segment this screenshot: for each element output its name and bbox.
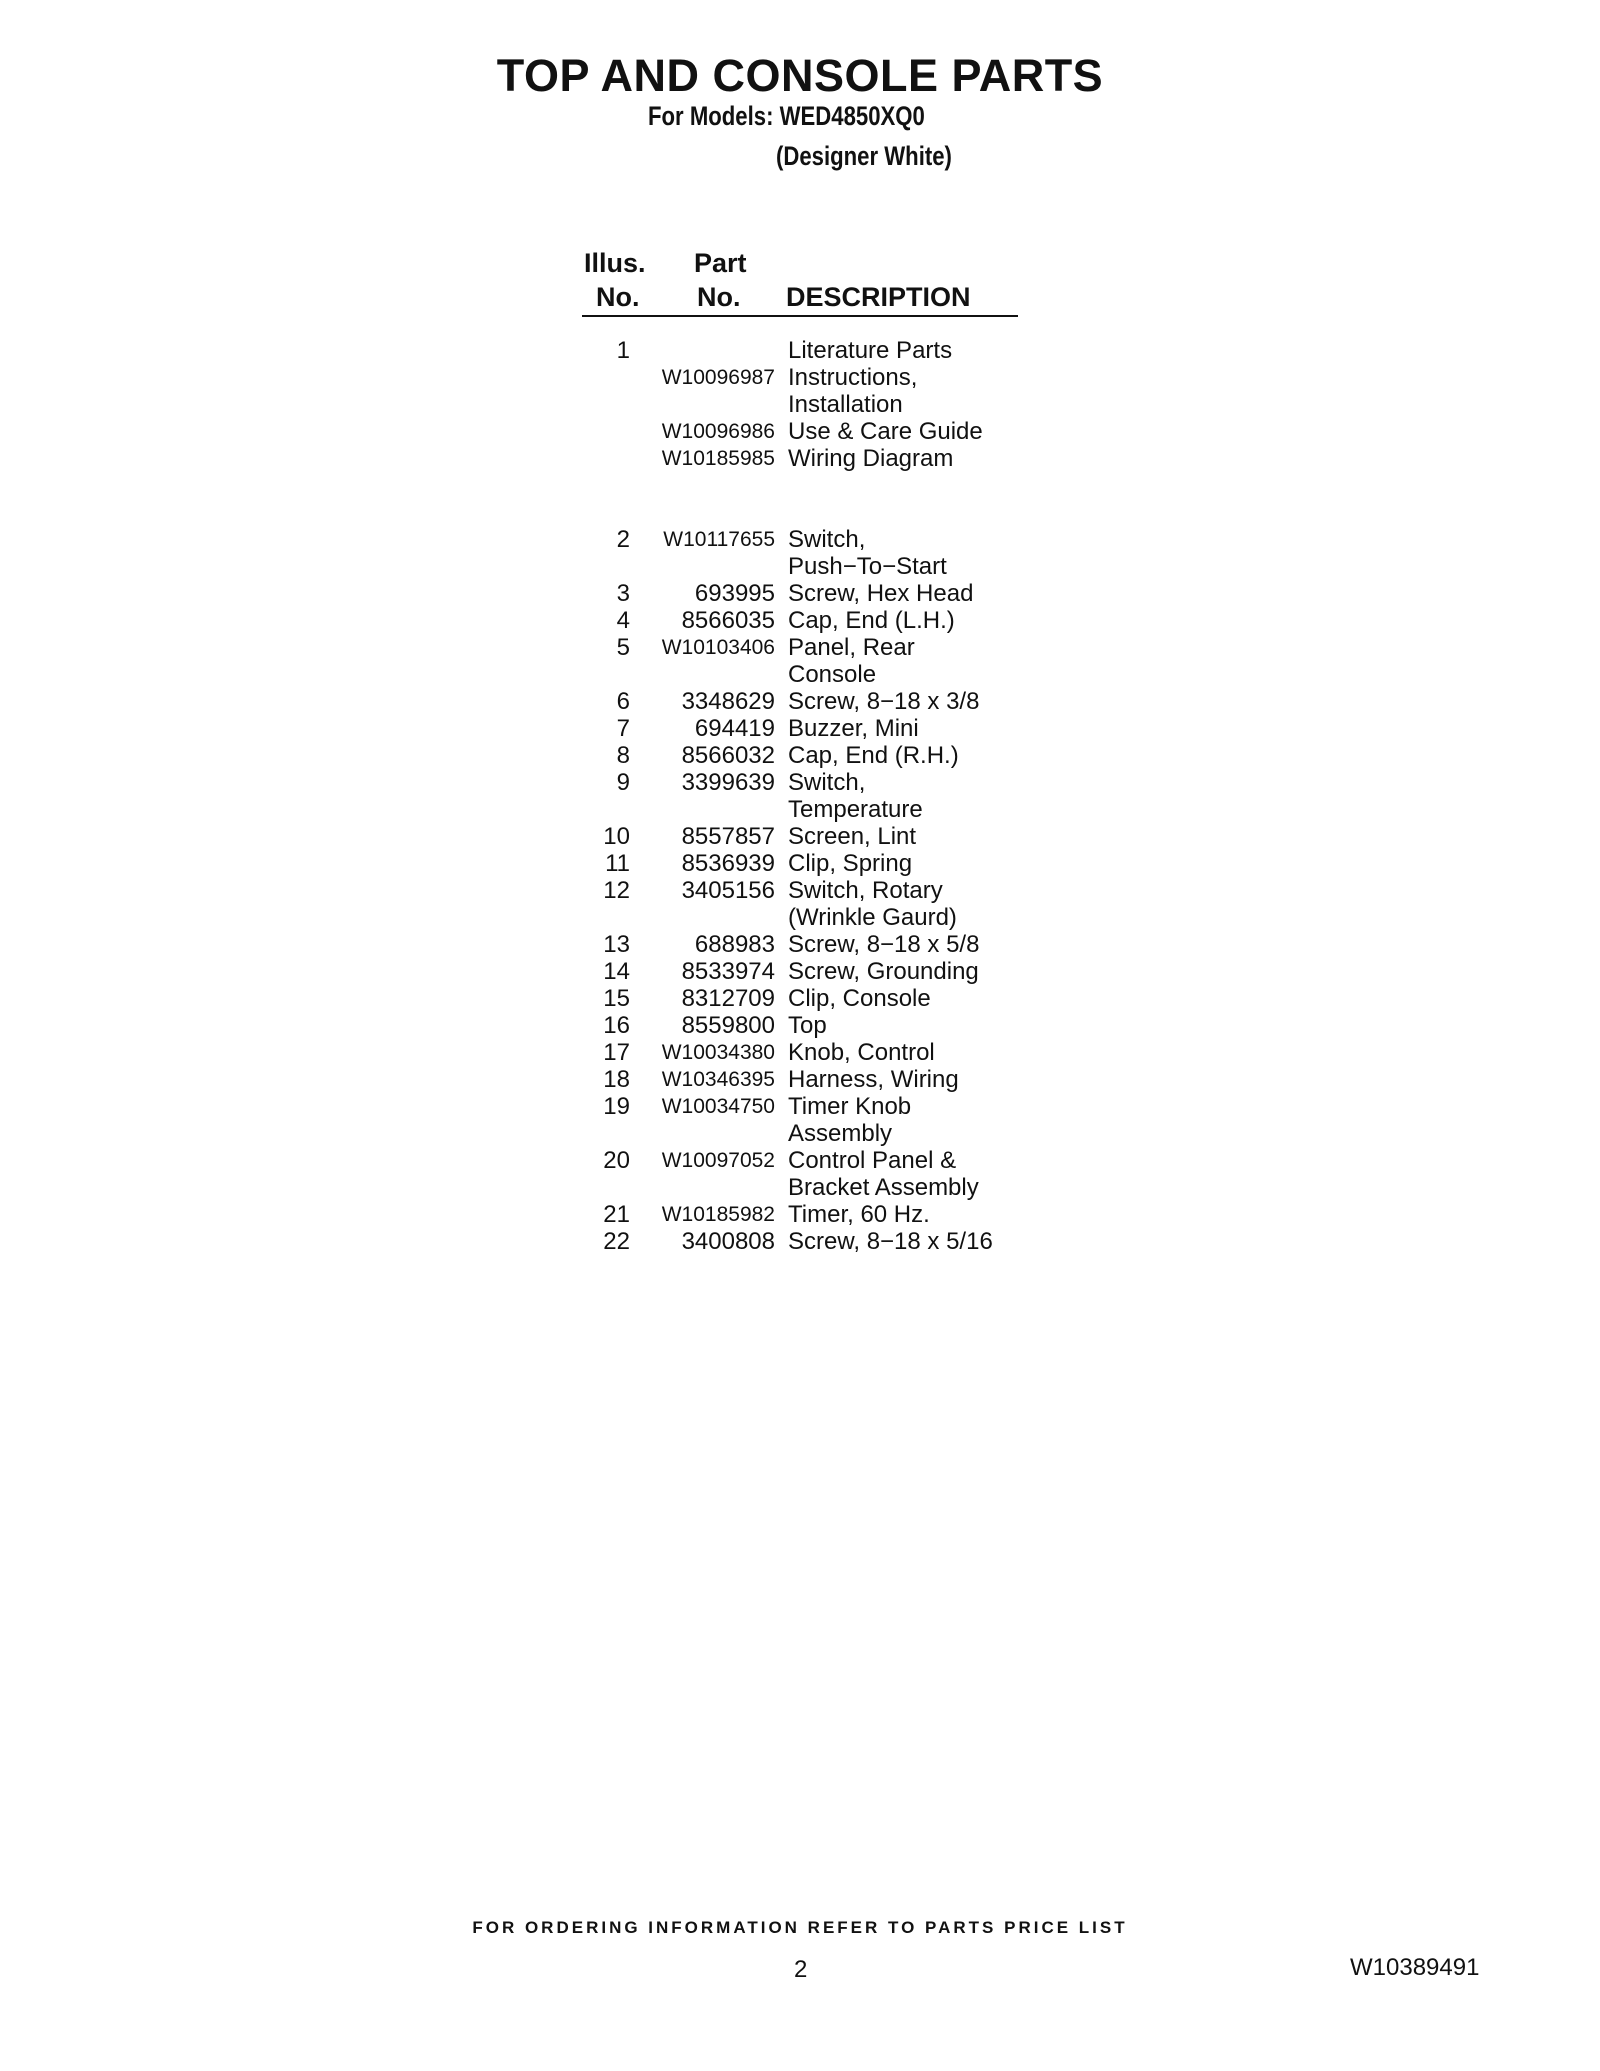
illus-number: 19 [603, 1093, 630, 1120]
illus-number: 7 [616, 715, 630, 742]
part-description: Literature Parts [788, 337, 953, 364]
illus-number: 8 [616, 742, 630, 769]
illus-number: 17 [603, 1039, 630, 1066]
part-number: 8536939 [681, 850, 775, 877]
part-number: W10034750 [661, 1095, 775, 1118]
illus-number: 4 [616, 607, 630, 634]
part-description: Clip, Spring [788, 850, 913, 877]
part-number: W10103406 [661, 636, 775, 659]
illus-number: 16 [603, 1012, 630, 1039]
illus-number: 5 [616, 634, 630, 661]
illus-number: 22 [603, 1228, 630, 1255]
part-number: 3399639 [681, 769, 775, 796]
part-description: Screw, 8−18 x 5/16 [788, 1228, 993, 1255]
part-description: Instructions, [788, 364, 918, 391]
part-description: Control Panel & [788, 1147, 957, 1174]
illus-number: 3 [616, 580, 630, 607]
part-description: Wiring Diagram [788, 445, 954, 472]
part-description: Timer Knob [788, 1093, 912, 1120]
illus-number: 18 [603, 1066, 630, 1093]
part-number: 8533974 [681, 958, 775, 985]
part-number: 8557857 [681, 823, 775, 850]
part-description: Harness, Wiring [788, 1066, 959, 1093]
part-number: W10185982 [661, 1203, 775, 1226]
part-number: 3400808 [681, 1228, 775, 1255]
illus-number: 6 [616, 688, 630, 715]
part-number: W10346395 [661, 1068, 775, 1091]
part-number: 688983 [694, 931, 775, 958]
ordering-note: FOR ORDERING INFORMATION REFER TO PARTS PRICE LIST [472, 1918, 1128, 1937]
part-description: Console [788, 661, 877, 688]
column-header-illus-bottom: No. [596, 282, 640, 312]
illus-number: 9 [616, 769, 630, 796]
part-description: Switch, [788, 769, 866, 796]
part-number: W10117655 [663, 528, 775, 551]
part-description: Use & Care Guide [788, 418, 983, 445]
column-header-description: DESCRIPTION [786, 282, 971, 312]
part-description: Installation [788, 391, 903, 418]
part-number: 3405156 [681, 877, 775, 904]
page-number: 2 [794, 1956, 808, 1983]
part-number: 8312709 [681, 985, 775, 1012]
column-header-part-bottom: No. [697, 282, 741, 312]
illus-number: 2 [616, 526, 630, 553]
column-header-illus-top: Illus. [584, 248, 646, 278]
part-description: Temperature [788, 796, 923, 823]
part-description: Clip, Console [788, 985, 931, 1012]
part-number: 693995 [694, 580, 775, 607]
part-description: Bracket Assembly [788, 1174, 979, 1201]
illus-number: 10 [603, 823, 630, 850]
models-subtitle: For Models: WED4850XQ0 [648, 101, 925, 131]
part-description: (Wrinkle Gaurd) [788, 904, 957, 931]
illus-number: 20 [603, 1147, 630, 1174]
page-title: TOP AND CONSOLE PARTS [496, 50, 1104, 101]
part-number: W10185985 [661, 447, 775, 470]
part-number: W10034380 [661, 1041, 775, 1064]
part-description: Screw, 8−18 x 3/8 [788, 688, 980, 715]
part-description: Cap, End (R.H.) [788, 742, 959, 769]
part-number: 8566035 [681, 607, 775, 634]
part-number: W10096986 [661, 420, 775, 443]
column-header-part-top: Part [694, 248, 747, 278]
illus-number: 15 [603, 985, 630, 1012]
part-description: Knob, Control [788, 1039, 935, 1066]
part-number: 8566032 [681, 742, 775, 769]
illus-number: 21 [603, 1201, 630, 1228]
part-description: Push−To−Start [788, 553, 947, 580]
part-number: 3348629 [681, 688, 775, 715]
color-subtitle: (Designer White) [776, 141, 952, 171]
illus-number: 12 [603, 877, 630, 904]
part-description: Timer, 60 Hz. [788, 1201, 930, 1228]
part-description: Switch, Rotary [788, 877, 943, 904]
illus-number: 14 [603, 958, 630, 985]
illus-number: 1 [616, 337, 630, 364]
document-number: W10389491 [1350, 1954, 1480, 1981]
part-description: Screw, 8−18 x 5/8 [788, 931, 980, 958]
part-number: W10096987 [661, 366, 775, 389]
part-description: Screw, Grounding [788, 958, 979, 985]
illus-number: 13 [603, 931, 630, 958]
part-number: 694419 [694, 715, 775, 742]
part-description: Buzzer, Mini [788, 715, 919, 742]
illus-number: 11 [605, 850, 630, 877]
part-description: Switch, [788, 526, 866, 553]
part-description: Assembly [788, 1120, 893, 1147]
part-number: 8559800 [681, 1012, 775, 1039]
part-description: Top [788, 1012, 827, 1039]
part-description: Screw, Hex Head [788, 580, 974, 607]
part-description: Cap, End (L.H.) [788, 607, 955, 634]
part-number: W10097052 [661, 1149, 775, 1172]
part-description: Screen, Lint [788, 823, 917, 850]
part-description: Panel, Rear [788, 634, 915, 661]
